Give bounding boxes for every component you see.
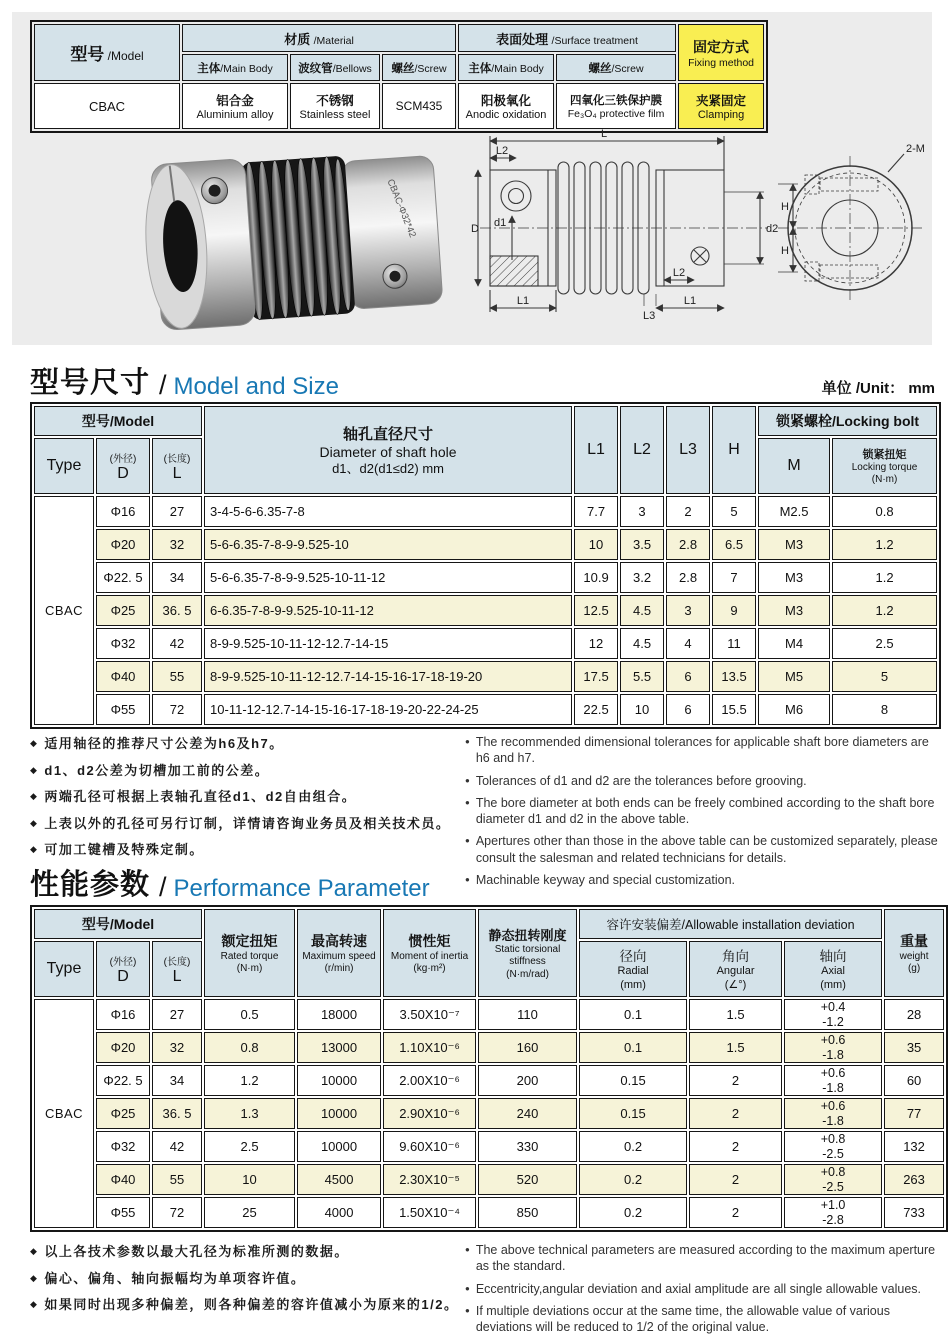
note-item: [30, 761, 465, 781]
cell-d: Φ20: [96, 1032, 150, 1063]
note-text: Tolerances of d1 and d2 are the tolerances before grooving.: [475, 773, 807, 788]
bullet-icon: ◆: [30, 1299, 39, 1309]
axial-plus: +0.4: [820, 1000, 846, 1015]
note-text: 如果同时出现多种偏差，则各种偏差的容许值减小为原来的1/2。: [44, 1297, 459, 1312]
dim-label-L1-right: L1: [683, 295, 697, 307]
section-title-en: Performance Parameter: [173, 875, 430, 902]
note-item: [30, 787, 465, 807]
cell-stiffness: 200: [478, 1065, 577, 1096]
col-header-rated-torque: 额定扭矩 Rated torque (N·m): [204, 909, 295, 997]
col-header-l: (长度) L: [152, 941, 202, 997]
cell-radial: 0.15: [579, 1098, 687, 1129]
dim-label-L1-left: L1: [516, 295, 530, 307]
cell-torque: 8: [832, 694, 937, 725]
spec-data-row: [34, 83, 764, 129]
cell-l1: 7.7: [574, 496, 618, 527]
model-size-table-body: [34, 496, 937, 725]
cell-m: M3: [758, 529, 830, 560]
note-text: The bore diameter at both ends can be freely combined according to the shaft bore diameter d1 and d2 in the above table.: [475, 795, 935, 826]
cell-l2: 4.5: [620, 595, 664, 626]
cell-weight: 28: [884, 999, 944, 1030]
cell-holes: 5-6-6.35-7-8-9-9.525-10: [204, 529, 572, 560]
note-text: d1、d2公差为切槽加工前的公差。: [44, 762, 270, 778]
cell-holes: 8-9-9.525-10-11-12-12.7-14-15-16-17-18-19-20: [204, 661, 572, 692]
table-row: [34, 496, 937, 527]
cell-l: 34: [152, 562, 202, 593]
bellows-value: 不锈钢 Stainless steel: [290, 83, 380, 129]
cell-d: Φ55: [96, 1197, 150, 1228]
cell-l3: 2.8: [666, 562, 710, 593]
cell-speed: 4000: [297, 1197, 381, 1228]
side-view-drawing: [478, 136, 768, 312]
cell-inertia: 1.50X10⁻⁴: [383, 1197, 476, 1228]
cell-weight: 60: [884, 1065, 944, 1096]
cell-inertia: 3.50X10⁻⁷: [383, 999, 476, 1030]
cell-l1: 12.5: [574, 595, 618, 626]
bullet-icon: ◆: [30, 791, 39, 801]
product-photo: [128, 133, 466, 346]
note-item: [465, 773, 938, 789]
note-text: The recommended dimensional tolerances for applicable shaft bore diameters are h6 and h7.: [475, 735, 929, 766]
table-row: [34, 1065, 944, 1096]
cell-torque: 25: [204, 1197, 295, 1228]
engraving-text: CBAC-Φ32*42: [384, 177, 418, 240]
note-text: 偏心、偏角、轴向振幅均为单项容许值。: [44, 1270, 306, 1286]
axial-plus: +0.8: [820, 1165, 846, 1180]
col-header-material: 材质 /Material: [182, 24, 456, 52]
performance-notes: [30, 1242, 938, 1338]
cell-holes: 10-11-12-12.7-14-15-16-17-18-19-20-22-24-25: [204, 694, 572, 725]
coupling-body: [141, 145, 444, 331]
table-row: [34, 661, 937, 692]
col-header-locking-bolt: 锁紧螺栓/Locking bolt: [758, 406, 937, 436]
dimension-drawing: [468, 128, 934, 342]
cell-angular: 2: [689, 1098, 782, 1129]
cell-l: 36. 5: [152, 1098, 202, 1129]
col-header-weight: 重量 weight (g): [884, 909, 944, 997]
model-size-table: [30, 402, 941, 729]
section-title-zh: 型号尺寸: [30, 367, 151, 399]
dim-label-2M: 2-M: [906, 143, 925, 155]
bullet-icon: ●: [465, 1305, 470, 1315]
cell-inertia: 2.90X10⁻⁶: [383, 1098, 476, 1129]
table-row: [34, 999, 944, 1030]
cell-d: Φ20: [96, 529, 150, 560]
cell-l: 72: [152, 694, 202, 725]
col-header-bellows: 波纹管/Bellows: [290, 54, 380, 81]
col-header-surface-main: 主体/Main Body: [458, 54, 554, 81]
cell-inertia: 1.10X10⁻⁶: [383, 1032, 476, 1063]
cell-m: M5: [758, 661, 830, 692]
cell-axial: [784, 1131, 882, 1162]
cell-m: M6: [758, 694, 830, 725]
axial-minus: -2.5: [822, 1179, 844, 1194]
type-cell: CBAC: [34, 496, 94, 725]
cell-angular: 2: [689, 1197, 782, 1228]
table-row: [34, 1098, 944, 1129]
main-body-value: 铝合金 Aluminium alloy: [182, 83, 288, 129]
cell-torque: 1.2: [832, 529, 937, 560]
table-row: [34, 1164, 944, 1195]
col-header-fixing: 固定方式 Fixing method: [678, 24, 764, 81]
section-title-separator: /: [159, 370, 167, 400]
header-row-1: [34, 909, 944, 939]
cell-weight: 263: [884, 1164, 944, 1195]
col-header-type: Type: [34, 941, 94, 997]
cell-d: Φ25: [96, 595, 150, 626]
col-header-d: (外径) D: [96, 941, 150, 997]
bullet-icon: ●: [465, 797, 470, 807]
cell-l3: 2.8: [666, 529, 710, 560]
axial-minus: -1.8: [822, 1113, 844, 1128]
section-title-zh: 性能参数: [30, 869, 151, 901]
note-text: 上表以外的孔径可另行订制，详情请咨询业务员及相关技术员。: [44, 815, 451, 831]
cell-l1: 12: [574, 628, 618, 659]
bullet-icon: ◆: [30, 817, 39, 828]
cell-l: 32: [152, 1032, 202, 1063]
performance-table-body: [34, 999, 944, 1228]
col-header-screw: 螺丝/Screw: [382, 54, 456, 81]
end-view-drawing: [778, 154, 924, 300]
cell-holes: 8-9-9.525-10-11-12-12.7-14-15: [204, 628, 572, 659]
bullet-icon: ●: [465, 1245, 470, 1254]
bullet-icon: ●: [465, 874, 470, 884]
col-header-l2: L2: [620, 406, 664, 494]
cell-weight: 77: [884, 1098, 944, 1129]
col-header-model: 型号/Model: [34, 909, 202, 939]
bullet-icon: ◆: [30, 1272, 39, 1283]
note-item: [30, 1269, 465, 1289]
bullet-icon: ●: [465, 775, 470, 785]
cell-holes: 6-6.35-7-8-9-9.525-10-11-12: [204, 595, 572, 626]
table-row: [34, 529, 937, 560]
cell-axial: [784, 999, 882, 1030]
cell-speed: 10000: [297, 1131, 381, 1162]
cell-l2: 5.5: [620, 661, 664, 692]
cell-m: M3: [758, 562, 830, 593]
col-header-axial: 轴向 Axial (mm): [784, 941, 882, 997]
cell-d: Φ22. 5: [96, 562, 150, 593]
screw-value: SCM435: [382, 83, 456, 129]
table-row: [34, 1032, 944, 1063]
cell-stiffness: 520: [478, 1164, 577, 1195]
unit-label: 单位 /Unit： mm: [821, 380, 935, 397]
cell-inertia: 2.00X10⁻⁶: [383, 1065, 476, 1096]
cell-torque: 0.8: [204, 1032, 295, 1063]
cell-l1: 10: [574, 529, 618, 560]
cell-l: 42: [152, 1131, 202, 1162]
col-header-main-body: 主体/Main Body: [182, 54, 288, 81]
bellows-ridges: [242, 156, 354, 321]
cell-l: 36. 5: [152, 595, 202, 626]
cell-l2: 3.2: [620, 562, 664, 593]
bullet-icon: ◆: [30, 844, 39, 854]
cell-speed: 4500: [297, 1164, 381, 1195]
cell-weight: 132: [884, 1131, 944, 1162]
col-header-inertia: 惯性矩 Moment of inertia (kg·m²): [383, 909, 476, 997]
cell-d: Φ16: [96, 999, 150, 1030]
cell-speed: 13000: [297, 1032, 381, 1063]
cell-axial: [784, 1098, 882, 1129]
axial-minus: -1.2: [822, 1014, 844, 1029]
note-text: 两端孔径可根据上表轴孔直径d1、d2自由组合。: [44, 789, 357, 804]
dim-label-L2-bottom: L2: [672, 267, 686, 279]
cell-torque: 1.2: [832, 595, 937, 626]
cell-l: 55: [152, 1164, 202, 1195]
technical-drawing: [468, 128, 934, 347]
cell-torque: 5: [832, 661, 937, 692]
cell-h: 9: [712, 595, 756, 626]
cell-l3: 6: [666, 694, 710, 725]
cell-axial: [784, 1164, 882, 1195]
cell-d: Φ22. 5: [96, 1065, 150, 1096]
col-header-radial: 径向 Radial (mm): [579, 941, 687, 997]
bullet-icon: ●: [465, 836, 470, 846]
note-text: The above technical parameters are measured according to the maximum aperture as the standard.: [475, 1243, 936, 1274]
model-value: CBAC: [34, 83, 180, 129]
cell-l1: 17.5: [574, 661, 618, 692]
cell-l: 42: [152, 628, 202, 659]
coupling-photo-graphic: [128, 133, 466, 341]
cell-l1: 10.9: [574, 562, 618, 593]
dim-label-d2: d2: [766, 223, 779, 235]
axial-plus: +0.8: [820, 1132, 846, 1147]
axial-plus: +1.0: [820, 1198, 846, 1213]
note-item: [30, 814, 465, 834]
cell-l: 34: [152, 1065, 202, 1096]
note-item: [465, 833, 938, 866]
col-header-max-speed: 最高转速 Maximum speed (r/min): [297, 909, 381, 997]
cell-m: M4: [758, 628, 830, 659]
cell-stiffness: 330: [478, 1131, 577, 1162]
bullet-icon: ●: [465, 737, 470, 746]
material-spec-table: [30, 20, 768, 133]
section-title-en: Model and Size: [173, 373, 339, 400]
cell-torque: 2.5: [832, 628, 937, 659]
col-header-model: 型号/Model: [34, 406, 202, 436]
cell-d: Φ40: [96, 661, 150, 692]
performance-heading: [30, 862, 935, 903]
cell-radial: 0.2: [579, 1131, 687, 1162]
cell-radial: 0.1: [579, 1032, 687, 1063]
note-text: 以上各技术参数以最大孔径为标准所测的数据。: [44, 1244, 349, 1259]
cell-inertia: 9.60X10⁻⁶: [383, 1131, 476, 1162]
cell-h: 15.5: [712, 694, 756, 725]
cell-d: Φ55: [96, 694, 150, 725]
bullet-icon: ●: [465, 1283, 470, 1293]
cell-h: 7: [712, 562, 756, 593]
fixing-value: 夹紧固定 Clamping: [678, 83, 764, 129]
cell-torque: 0.5: [204, 999, 295, 1030]
col-header-locking-torque: 锁紧扭矩 Locking torque (N·m): [832, 438, 937, 494]
note-item: [465, 1281, 938, 1297]
axial-minus: -1.8: [822, 1047, 844, 1062]
bullet-icon: ◆: [30, 738, 39, 748]
cell-l: 55: [152, 661, 202, 692]
cell-m: M2.5: [758, 496, 830, 527]
cell-angular: 2: [689, 1131, 782, 1162]
cell-angular: 1.5: [689, 999, 782, 1030]
cell-torque: 1.2: [832, 562, 937, 593]
col-header-h: H: [712, 406, 756, 494]
col-header-angular: 角向 Angular (∠°): [689, 941, 782, 997]
cell-l3: 6: [666, 661, 710, 692]
note-text: Eccentricity,angular deviation and axial amplitude are all single allowable values.: [475, 1281, 922, 1296]
section-title-separator: /: [159, 872, 167, 902]
table-row: [34, 1131, 944, 1162]
note-text: If multiple deviations occur at the same time, the allowable value of various deviations will be reduced to 1/2 of the original value.: [475, 1303, 890, 1334]
cell-inertia: 2.30X10⁻⁵: [383, 1164, 476, 1195]
notes-chinese: [30, 1242, 465, 1338]
cell-stiffness: 160: [478, 1032, 577, 1063]
axial-plus: +0.6: [820, 1099, 846, 1114]
notes-english: [465, 1242, 938, 1338]
note-item: [30, 734, 465, 754]
note-item: [465, 1242, 938, 1275]
cell-d: Φ40: [96, 1164, 150, 1195]
col-header-model: 型号 /Model: [34, 24, 180, 81]
cell-torque: 10: [204, 1164, 295, 1195]
cell-radial: 0.2: [579, 1197, 687, 1228]
cell-l: 72: [152, 1197, 202, 1228]
cell-l3: 2: [666, 496, 710, 527]
bullet-icon: ◆: [30, 1246, 39, 1256]
cell-l2: 10: [620, 694, 664, 725]
cell-d: Φ25: [96, 1098, 150, 1129]
cell-torque: 1.3: [204, 1098, 295, 1129]
screw-head: [501, 181, 531, 211]
bullet-icon: ◆: [30, 764, 39, 775]
cell-stiffness: 850: [478, 1197, 577, 1228]
note-item: [30, 840, 465, 860]
col-header-l3: L3: [666, 406, 710, 494]
performance-table: [30, 905, 948, 1232]
cell-angular: 1.5: [689, 1032, 782, 1063]
note-text: 适用轴径的推荐尺寸公差为h6及h7。: [44, 736, 284, 751]
section-hatch: [490, 256, 538, 286]
note-item: [30, 1242, 465, 1262]
col-header-m: M: [758, 438, 830, 494]
col-header-deviation: 容许安装偏差/Allowable installation deviation: [579, 909, 882, 939]
axial-minus: -2.8: [822, 1212, 844, 1227]
cell-l2: 3: [620, 496, 664, 527]
cell-l: 27: [152, 999, 202, 1030]
cell-l2: 4.5: [620, 628, 664, 659]
note-item: [30, 1295, 465, 1315]
cell-weight: 733: [884, 1197, 944, 1228]
cell-speed: 18000: [297, 999, 381, 1030]
col-header-shaft-hole: 轴孔直径尺寸 Diameter of shaft hole d1、d2(d1≤d2) mm: [204, 406, 572, 494]
model-size-heading: [30, 360, 935, 401]
note-item: [465, 795, 938, 828]
cell-angular: 2: [689, 1164, 782, 1195]
dim-label-L: L: [600, 128, 608, 140]
cell-m: M3: [758, 595, 830, 626]
cell-holes: 5-6-6.35-7-8-9-9.525-10-11-12: [204, 562, 572, 593]
cell-d: Φ32: [96, 1131, 150, 1162]
cell-h: 5: [712, 496, 756, 527]
cell-weight: 35: [884, 1032, 944, 1063]
col-header-stiffness: 静态扭转刚度 Static torsional stiffness (N·m/rad): [478, 909, 577, 997]
header-row-1: [34, 406, 937, 436]
cell-speed: 10000: [297, 1065, 381, 1096]
note-text: Apertures other than those in the above table can be customized separately, please consult the salesman and related technicians for details.: [475, 834, 938, 865]
dim-label-d1: d1: [494, 217, 507, 229]
col-header-d: (外径) D: [96, 438, 150, 494]
table-row: [34, 1197, 944, 1228]
axial-minus: -2.5: [822, 1146, 844, 1161]
type-cell: CBAC: [34, 999, 94, 1228]
cell-torque: 0.8: [832, 496, 937, 527]
dim-label-H-top: H: [781, 201, 789, 213]
axial-plus: +0.6: [820, 1066, 846, 1081]
cell-l3: 3: [666, 595, 710, 626]
dim-label-H-bottom: H: [781, 245, 789, 257]
note-item: [465, 734, 938, 767]
note-text: 可加工键槽及特殊定制。: [44, 842, 204, 857]
cell-h: 11: [712, 628, 756, 659]
col-header-type: Type: [34, 438, 94, 494]
cell-l1: 22.5: [574, 694, 618, 725]
table-row: [34, 595, 937, 626]
cell-radial: 0.2: [579, 1164, 687, 1195]
dim-label-D: D: [471, 223, 479, 235]
cell-torque: 2.5: [204, 1131, 295, 1162]
cell-angular: 2: [689, 1065, 782, 1096]
cell-holes: 3-4-5-6-6.35-7-8: [204, 496, 572, 527]
note-text: Machinable keyway and special customization.: [475, 872, 736, 887]
col-header-l: (长度) L: [152, 438, 202, 494]
cell-l3: 4: [666, 628, 710, 659]
table-row: [34, 694, 937, 725]
col-header-surface-screw: 螺丝/Screw: [556, 54, 676, 81]
cell-stiffness: 110: [478, 999, 577, 1030]
cell-radial: 0.1: [579, 999, 687, 1030]
cell-axial: [784, 1197, 882, 1228]
note-item: [465, 1303, 938, 1336]
cell-axial: [784, 1032, 882, 1063]
table-row: [34, 562, 937, 593]
cell-l: 27: [152, 496, 202, 527]
cell-radial: 0.15: [579, 1065, 687, 1096]
surface-main-value: 阳极氧化 Anodic oxidation: [458, 83, 554, 129]
cell-l2: 3.5: [620, 529, 664, 560]
cell-axial: [784, 1065, 882, 1096]
axial-plus: +0.6: [820, 1033, 846, 1048]
col-header-surface: 表面处理 /Surface treatment: [458, 24, 676, 52]
cell-h: 13.5: [712, 661, 756, 692]
cell-h: 6.5: [712, 529, 756, 560]
cell-d: Φ32: [96, 628, 150, 659]
dim-label-L3: L3: [643, 310, 656, 322]
cell-d: Φ16: [96, 496, 150, 527]
axial-minus: -1.8: [822, 1080, 844, 1095]
spec-header-row-1: [34, 24, 764, 52]
cell-stiffness: 240: [478, 1098, 577, 1129]
cell-speed: 10000: [297, 1098, 381, 1129]
surface-screw-value: 四氧化三铁保护膜 Fe₃O₄ protective film: [556, 83, 676, 129]
cell-l: 32: [152, 529, 202, 560]
table-row: [34, 628, 937, 659]
dim-label-L2-top: L2: [495, 145, 509, 157]
cell-torque: 1.2: [204, 1065, 295, 1096]
col-header-l1: L1: [574, 406, 618, 494]
